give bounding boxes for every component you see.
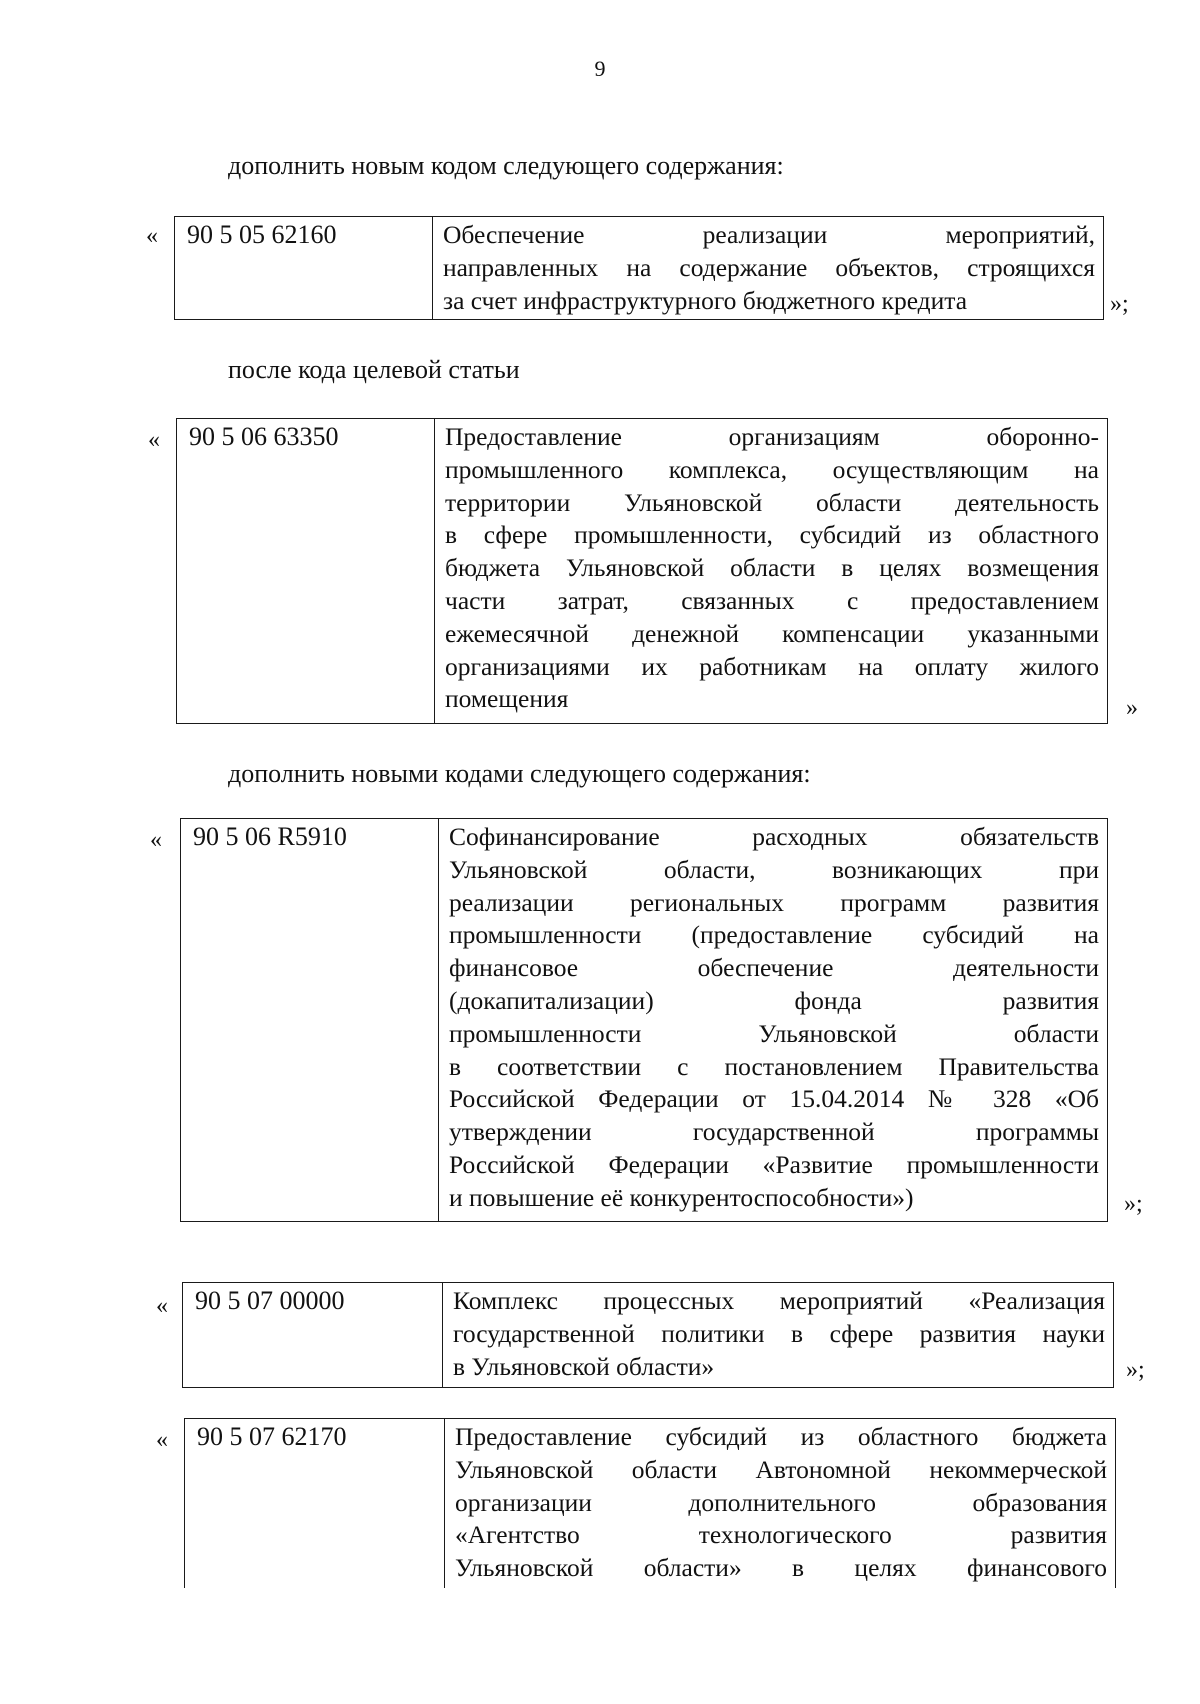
description-line: реализации региональных программ развития xyxy=(449,887,1099,917)
description-line: Российской Федерации «Развитие промышленности xyxy=(449,1149,1099,1179)
description-line: Софинансирование расходных обязательств xyxy=(449,822,1099,851)
description-line: (докапитализации) фонда развития xyxy=(449,985,1099,1015)
description-line: утверждении государственной программы xyxy=(449,1117,1099,1147)
closing-quote: » xyxy=(1126,695,1138,721)
description-line: бюджета Ульяновской области в целях возмещения xyxy=(445,553,1099,583)
code-cell: 90 5 06 R5910 xyxy=(181,819,439,1221)
code-table xyxy=(182,1282,1114,1388)
description-line: и повышение её конкурентоспособности») xyxy=(449,1182,914,1212)
description-line: территории Ульяновской области деятельность xyxy=(445,487,1099,517)
description-line: направленных на содержание объектов, строящихся xyxy=(443,252,1095,282)
closing-quote: »; xyxy=(1126,1357,1145,1383)
opening-quote: « xyxy=(148,427,160,453)
description-line: Ульяновской области» в целях финансового xyxy=(455,1553,1107,1583)
code-table xyxy=(184,1418,1116,1588)
intro-paragraph: после кода целевой статьи xyxy=(228,355,520,384)
intro-paragraph: дополнить новыми кодами следующего содержания: xyxy=(228,759,811,788)
description-line: организациями их работникам на оплату жилого xyxy=(445,651,1099,681)
description-line: части затрат, связанных с предоставлением xyxy=(445,585,1099,615)
description-line: Российской Федерации от 15.04.2014 № 328 «Об xyxy=(449,1084,1099,1114)
opening-quote: « xyxy=(156,1293,168,1319)
description-line: Ульяновской области, возникающих при xyxy=(449,854,1099,884)
description-line: за счет инфраструктурного бюджетного кредита xyxy=(443,285,968,315)
description-cell xyxy=(445,1419,1115,1588)
closing-quote: »; xyxy=(1124,1191,1143,1217)
code-cell: 90 5 05 62160 xyxy=(175,217,433,319)
description-cell xyxy=(443,1283,1113,1387)
description-line: Комплекс процессных мероприятий «Реализация xyxy=(453,1286,1105,1315)
opening-quote: « xyxy=(150,827,162,853)
description-cell xyxy=(435,419,1107,723)
description-cell xyxy=(439,819,1107,1221)
description-line: промышленного комплекса, осуществляющим на xyxy=(445,454,1099,484)
description-line: промышленности (предоставление субсидий на xyxy=(449,920,1099,950)
description-line: организации дополнительного образования xyxy=(455,1487,1107,1517)
description-line: финансовое обеспечение деятельности xyxy=(449,953,1099,983)
description-line: в Ульяновской области» xyxy=(453,1351,715,1381)
description-line: Обеспечение реализации мероприятий, xyxy=(443,220,1095,249)
closing-quote: »; xyxy=(1110,291,1129,317)
opening-quote: « xyxy=(146,223,158,249)
description-line: государственной политики в сфере развития науки xyxy=(453,1318,1105,1348)
description-line: Предоставление субсидий из областного бюджета xyxy=(455,1422,1107,1451)
description-line: в соответствии с постановлением Правительства xyxy=(449,1051,1099,1081)
description-line: Предоставление организациям оборонно- xyxy=(445,422,1099,451)
description-line: промышленности Ульяновской области xyxy=(449,1018,1099,1048)
code-cell: 90 5 07 62170 xyxy=(185,1419,445,1588)
opening-quote: « xyxy=(156,1427,168,1453)
description-line: ежемесячной денежной компенсации указанными xyxy=(445,618,1099,648)
code-table xyxy=(180,818,1108,1222)
code-cell: 90 5 06 63350 xyxy=(177,419,435,723)
description-line: Ульяновской области Автономной некоммерческой xyxy=(455,1454,1107,1484)
description-line: в сфере промышленности, субсидий из областного xyxy=(445,520,1099,550)
description-line: «Агентство технологического развития xyxy=(455,1520,1107,1550)
intro-paragraph: дополнить новым кодом следующего содержания: xyxy=(228,151,784,180)
description-line: помещения xyxy=(445,684,569,714)
code-table xyxy=(174,216,1104,320)
code-cell: 90 5 07 00000 xyxy=(183,1283,443,1387)
page-number: 9 xyxy=(594,56,606,81)
code-table xyxy=(176,418,1108,724)
description-cell xyxy=(433,217,1103,319)
